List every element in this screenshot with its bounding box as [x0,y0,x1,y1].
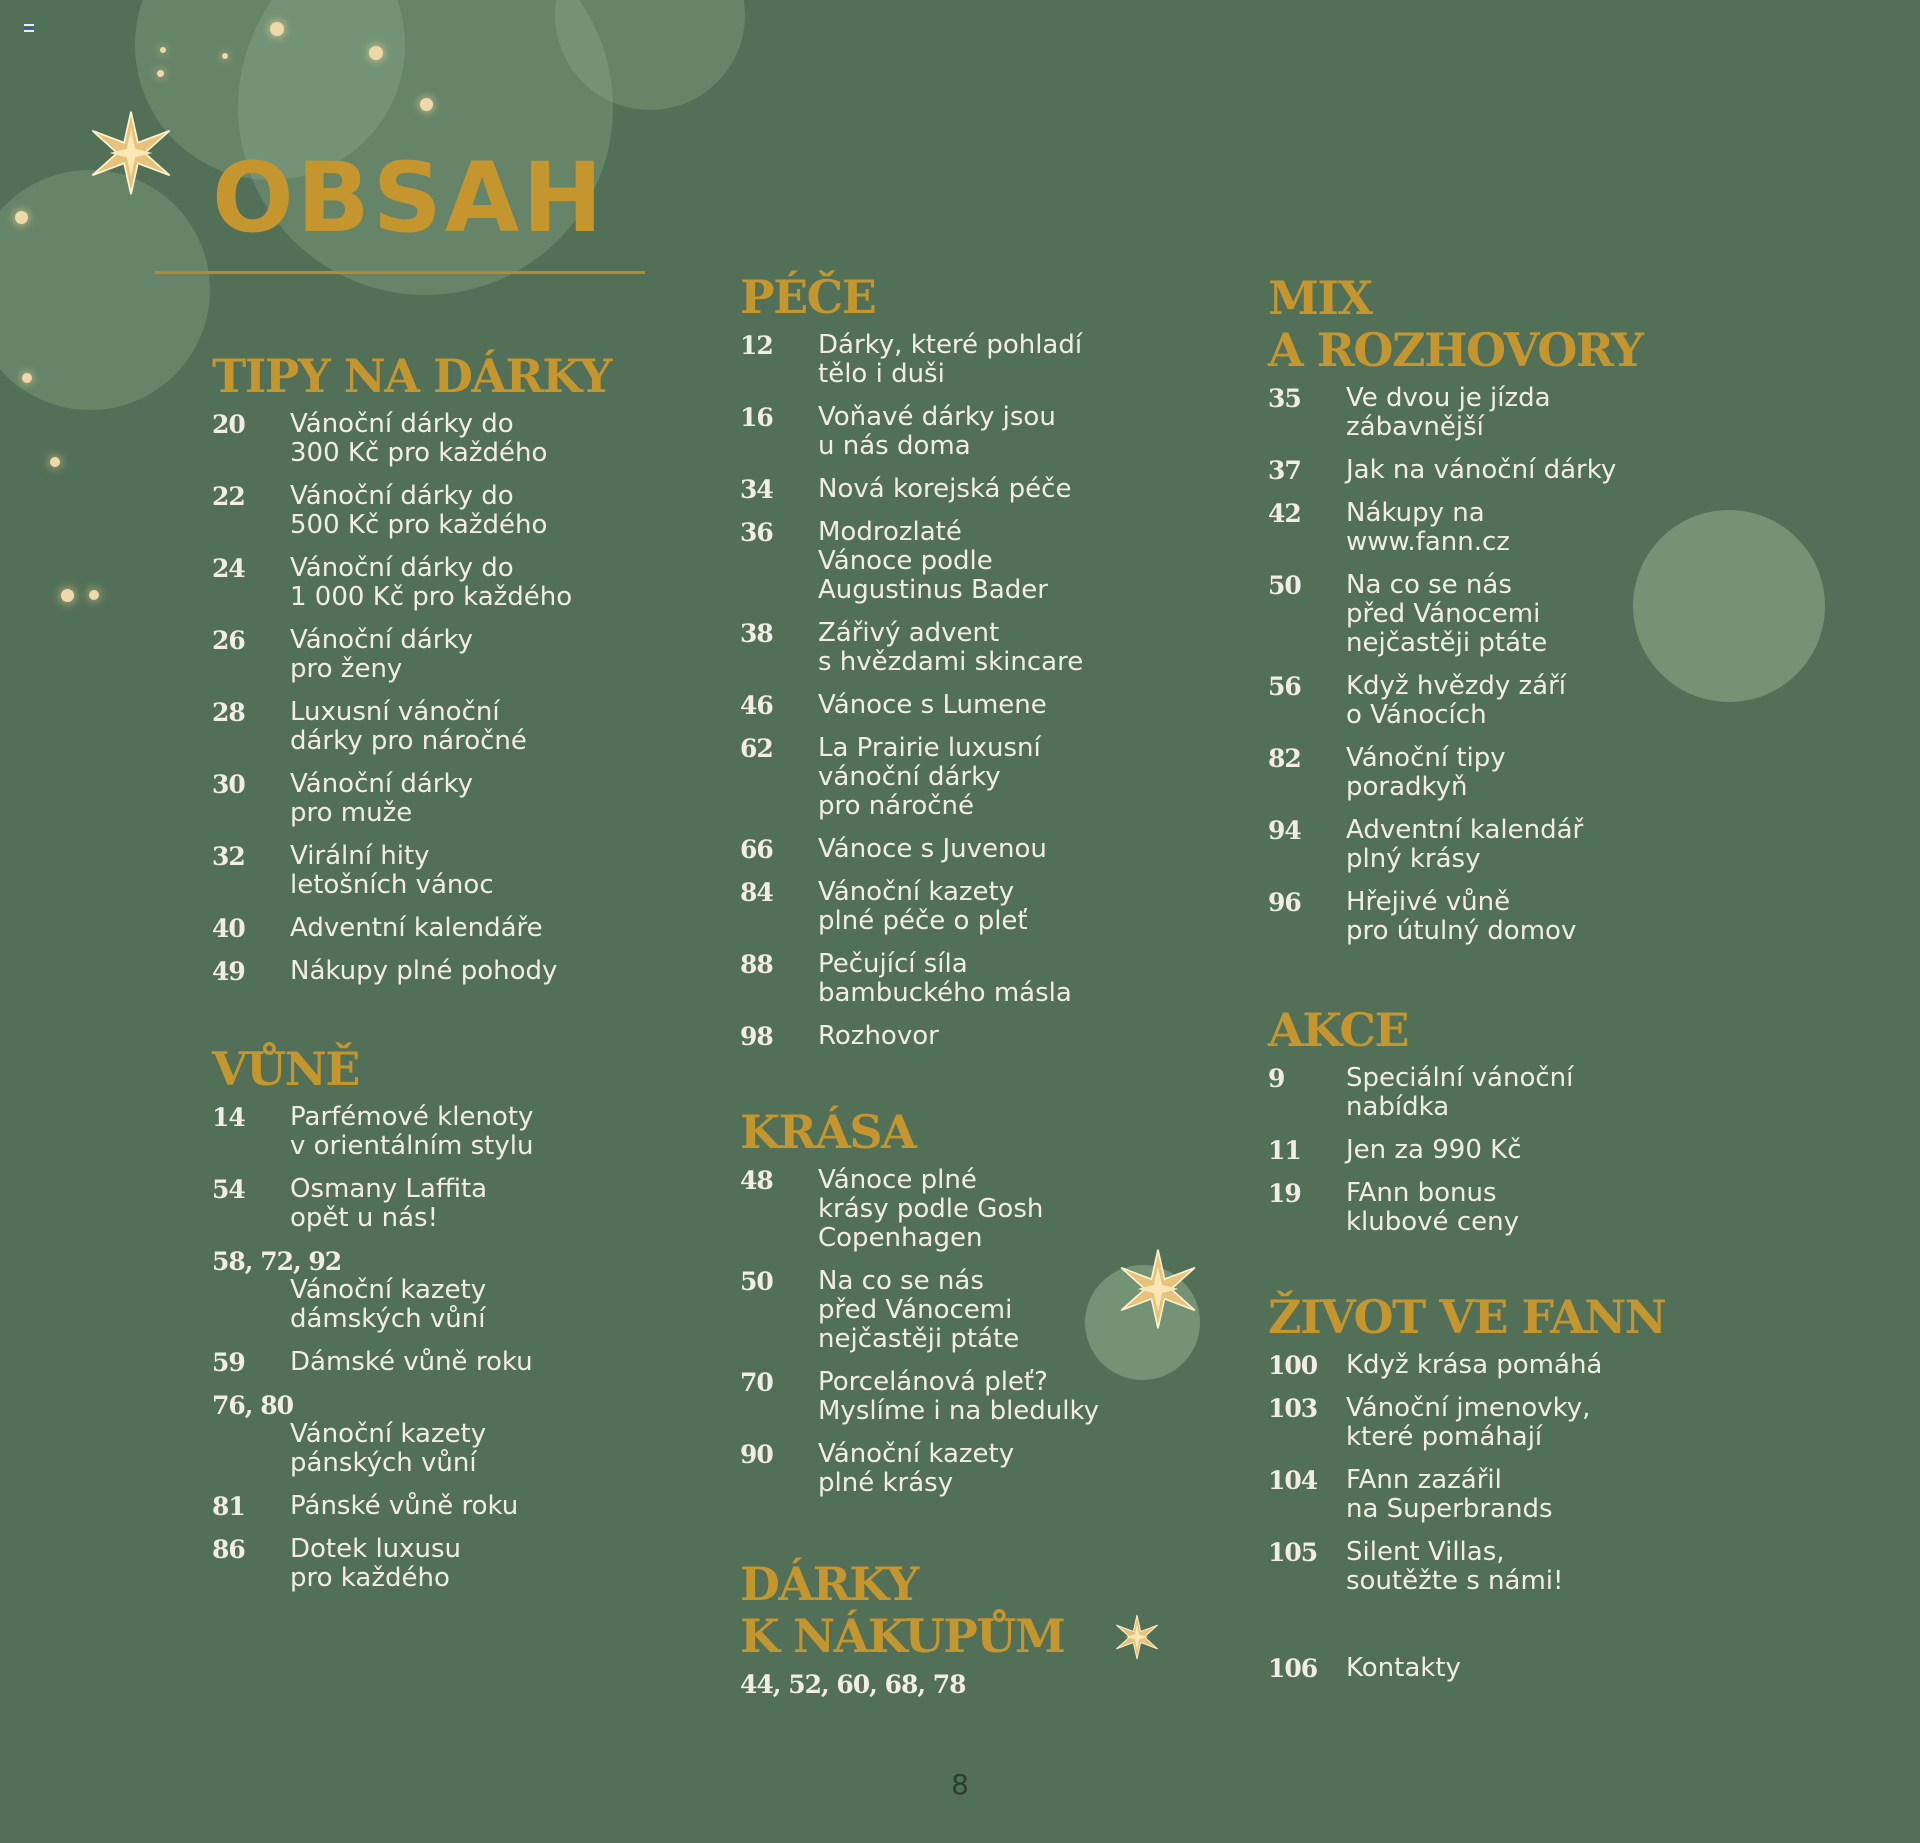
section-tipy-na-darky [212,350,642,986]
toc-page-number: 103 [1268,1394,1318,1423]
toc-item-title: Parfémové klenoty v orientálním stylu [290,1102,534,1161]
toc-item-title: Vánoční kazety pánských vůní [290,1419,487,1478]
toc-item[interactable] [1268,672,1688,730]
toc-item[interactable] [212,957,642,986]
toc-page-number: 9 [1268,1064,1285,1093]
toc-item-title: Vánoční jmenovky, které pomáhají [1346,1393,1591,1452]
page-number: 8 [951,1768,969,1801]
toc-item[interactable] [1268,1179,1688,1237]
toc-page-number: 24 [212,554,245,583]
toc-page-number: 76, 80 [212,1391,293,1420]
toc-item-title: Vánoční kazety plné péče o pleť [818,877,1028,936]
toc-page-number: 59 [212,1348,245,1377]
toc-item-title: Když krása pomáhá [1346,1350,1603,1380]
toc-item[interactable] [212,1391,642,1478]
toc-item-title: Kontakty [1346,1653,1461,1683]
toc-item[interactable] [212,1492,642,1521]
toc-page-number: 16 [740,403,773,432]
toc-item[interactable] [740,1267,1180,1354]
toc-item-title: Voňavé dárky jsou u nás doma [818,402,1056,461]
section-akce [1268,1004,1688,1237]
toc-page-number: 26 [212,626,245,655]
section-title: TIPY NA DÁRKY [212,349,611,403]
toc-item-title: La Prairie luxusní vánoční dárky pro náročné [818,733,1041,821]
toc-page-number: 54 [212,1175,245,1204]
section-title: ŽIVOT VE FANN [1268,1290,1666,1344]
toc-page-number: 32 [212,842,245,871]
toc-item-title: Vánoce s Juvenou [818,834,1047,864]
toc-item-title: Dotek luxusu pro každého [290,1534,462,1593]
toc-item[interactable] [212,626,642,684]
toc-item-title: FAnn bonus klubové ceny [1346,1178,1519,1237]
section-mix-a-rozhovory [1268,272,1688,946]
toc-page-number: 37 [1268,456,1301,485]
section-title: PÉČE [740,270,876,324]
toc-item-title: Hřejivé vůně pro útulný domov [1346,887,1577,946]
page-title: OBSAH [212,142,606,254]
section-title: KRÁSA [740,1105,916,1159]
toc-item-title: Nákupy plné pohody [290,956,558,986]
toc-item-title: Vánoční dárky pro muže [290,769,473,828]
toc-item[interactable] [740,518,1180,605]
glow-dot [420,98,433,111]
toc-item[interactable] [740,734,1180,821]
toc-item-title: Na co se nás před Vánocemi nejčastěji ptáte [1346,570,1548,658]
toc-page-number: 90 [740,1440,773,1469]
glow-dot [15,211,28,224]
toc-item[interactable] [1268,1064,1688,1122]
glow-dot [50,457,60,467]
toc-page-number: 81 [212,1492,245,1521]
toc-page-number: 11 [1268,1136,1301,1165]
toc-item-title: Osmany Laffita opět u nás! [290,1174,488,1233]
toc-page-number: 40 [212,914,245,943]
section-title: AKCE [1268,1003,1409,1057]
toc-item[interactable] [740,878,1180,936]
toc-page-list[interactable]: 44, 52, 60, 68, 78 [740,1670,966,1699]
toc-item[interactable] [1268,499,1688,557]
toc-item[interactable] [740,331,1180,389]
toc-page-number: 35 [1268,384,1301,413]
glow-dot [160,47,166,53]
section-kontakty [1268,1654,1688,1683]
toc-item[interactable] [1268,1654,1688,1683]
toc-item-title: Pánské vůně roku [290,1491,519,1521]
toc-item[interactable] [740,950,1180,1008]
toc-item-title: Vánoční dárky do 1 000 Kč pro každého [290,553,573,612]
toc-page-number: 20 [212,410,245,439]
toc-item[interactable] [1268,1351,1708,1380]
toc-item-title: Na co se nás před Vánocemi nejčastěji ptáte [818,1266,1020,1354]
toc-item[interactable] [1268,384,1688,442]
toc-page-number: 46 [740,691,773,720]
bokeh-circle [0,170,210,410]
toc-page-number: 12 [740,331,773,360]
toc-page-number: 98 [740,1022,773,1051]
toc-item-title: Virální hity letošních vánoc [290,841,494,900]
toc-item-title: Jen za 990 Kč [1346,1135,1522,1165]
toc-page-number: 28 [212,698,245,727]
toc-item[interactable] [740,1368,1180,1426]
toc-item-title: Jak na vánoční dárky [1346,455,1617,485]
toc-item-title: Když hvězdy září o Vánocích [1346,671,1567,730]
gold-star-icon [88,108,174,198]
toc-item-title: Luxusní vánoční dárky pro náročné [290,697,527,756]
glow-dot [157,70,164,77]
toc-page-number: 62 [740,734,773,763]
toc-page-number: 96 [1268,888,1301,917]
toc-item[interactable] [1268,744,1688,802]
toc-item-title: Adventní kalendář plný krásy [1346,815,1584,874]
toc-item-title: Vánoční kazety dámských vůní [290,1275,487,1334]
toc-page-number: 94 [1268,816,1301,845]
glow-dot [369,46,383,60]
toc-item[interactable] [1268,571,1688,658]
flag-icon [24,24,34,31]
toc-item[interactable] [1268,1136,1688,1165]
toc-page-number: 66 [740,835,773,864]
toc-item-title: Vánoce plné krásy podle Gosh Copenhagen [818,1165,1044,1253]
section-title: MIX A ROZHOVORY [1268,271,1643,377]
section-zivot-ve-fann [1268,1291,1708,1596]
toc-page-number: 105 [1268,1538,1318,1567]
toc-item[interactable] [212,410,642,468]
toc-item[interactable] [740,403,1180,461]
glow-dot [61,589,74,602]
toc-item[interactable] [212,1103,642,1161]
toc-item-title: Dárky, které pohladí tělo i duši [818,330,1083,389]
toc-item[interactable] [212,1247,642,1334]
toc-item-title: Vánoční dárky do 300 Kč pro každého [290,409,548,468]
section-title: DÁRKY K NÁKUPŮM [740,1557,1065,1663]
toc-item[interactable] [212,698,642,756]
toc-page-number: 38 [740,619,773,648]
section-pece [740,271,1180,1051]
toc-item[interactable] [1268,1466,1708,1524]
toc-item[interactable] [212,1535,642,1593]
toc-item[interactable] [212,1175,642,1233]
toc-item[interactable] [212,554,642,612]
toc-page-number: 14 [212,1103,245,1132]
toc-item-title: Ve dvou je jízda zábavnější [1346,383,1551,442]
glow-dot [270,22,284,36]
toc-item-title: Nová korejská péče [818,474,1072,504]
toc-page-number: 50 [740,1267,773,1296]
toc-page-number: 70 [740,1368,773,1397]
glow-dot [22,373,32,383]
toc-item[interactable] [740,835,1180,864]
toc-page-number: 86 [212,1535,245,1564]
glow-dot [89,590,99,600]
toc-item-title: Speciální vánoční nabídka [1346,1063,1574,1122]
toc-item[interactable] [1268,1538,1708,1596]
toc-item[interactable] [740,1022,1180,1051]
toc-item[interactable] [740,619,1180,677]
toc-item[interactable] [212,482,642,540]
section-darky-k-nakupum [740,1558,1180,1699]
toc-page-number: 104 [1268,1466,1318,1495]
toc-item-title: Pečující síla bambuckého másla [818,949,1072,1008]
toc-item-title: Zářivý advent s hvězdami skincare [818,618,1084,677]
toc-item-title: Vánoční dárky pro ženy [290,625,473,684]
toc-item[interactable] [1268,456,1688,485]
toc-page-number: 48 [740,1166,773,1195]
toc-item-title: Vánoční tipy poradkyň [1346,743,1506,802]
section-krasa [740,1106,1180,1498]
toc-item-title: Dámské vůně roku [290,1347,533,1377]
toc-item-title: Adventní kalendáře [290,913,543,943]
toc-page-number: 22 [212,482,245,511]
toc-page-number: 56 [1268,672,1301,701]
toc-item[interactable] [1268,816,1688,874]
toc-item[interactable] [740,1166,1180,1253]
title-underline [155,271,645,274]
toc-item-title: Modrozlaté Vánoce podle Augustinus Bader [818,517,1048,605]
toc-page-number: 34 [740,475,773,504]
toc-item[interactable] [740,1440,1180,1498]
toc-item-title: FAnn zazářil na Superbrands [1346,1465,1553,1524]
glow-dot [222,53,228,59]
toc-page-number: 82 [1268,744,1301,773]
toc-item[interactable] [212,770,642,828]
section-vune [212,1043,642,1593]
toc-item[interactable] [1268,888,1688,946]
toc-page-number: 36 [740,518,773,547]
toc-item-title: Porcelánová pleť? Myslíme i na bledulky [818,1367,1100,1426]
toc-item[interactable] [212,1348,642,1377]
toc-page-number: 58, 72, 92 [212,1247,342,1276]
toc-page-number: 42 [1268,499,1301,528]
toc-item[interactable] [740,475,1180,504]
toc-item-title: Vánoční kazety plné krásy [818,1439,1015,1498]
toc-page-number: 100 [1268,1351,1318,1380]
toc-item-title: Vánoční dárky do 500 Kč pro každého [290,481,548,540]
toc-item-title: Vánoce s Lumene [818,690,1047,720]
toc-page-number: 49 [212,957,245,986]
toc-item-title: Rozhovor [818,1021,939,1051]
toc-page-number: 106 [1268,1654,1318,1683]
toc-item[interactable] [1268,1394,1708,1452]
toc-item-title: Silent Villas, soutěžte s námi! [1346,1537,1564,1596]
toc-item-title: Nákupy na www.fann.cz [1346,498,1510,557]
toc-item[interactable] [740,691,1180,720]
toc-item[interactable] [212,914,642,943]
toc-page-number: 84 [740,878,773,907]
toc-page-number: 88 [740,950,773,979]
section-title: VŮNĚ [212,1042,359,1096]
toc-page-number: 50 [1268,571,1301,600]
toc-item[interactable] [212,842,642,900]
toc-page-number: 30 [212,770,245,799]
toc-page-number: 19 [1268,1179,1301,1208]
